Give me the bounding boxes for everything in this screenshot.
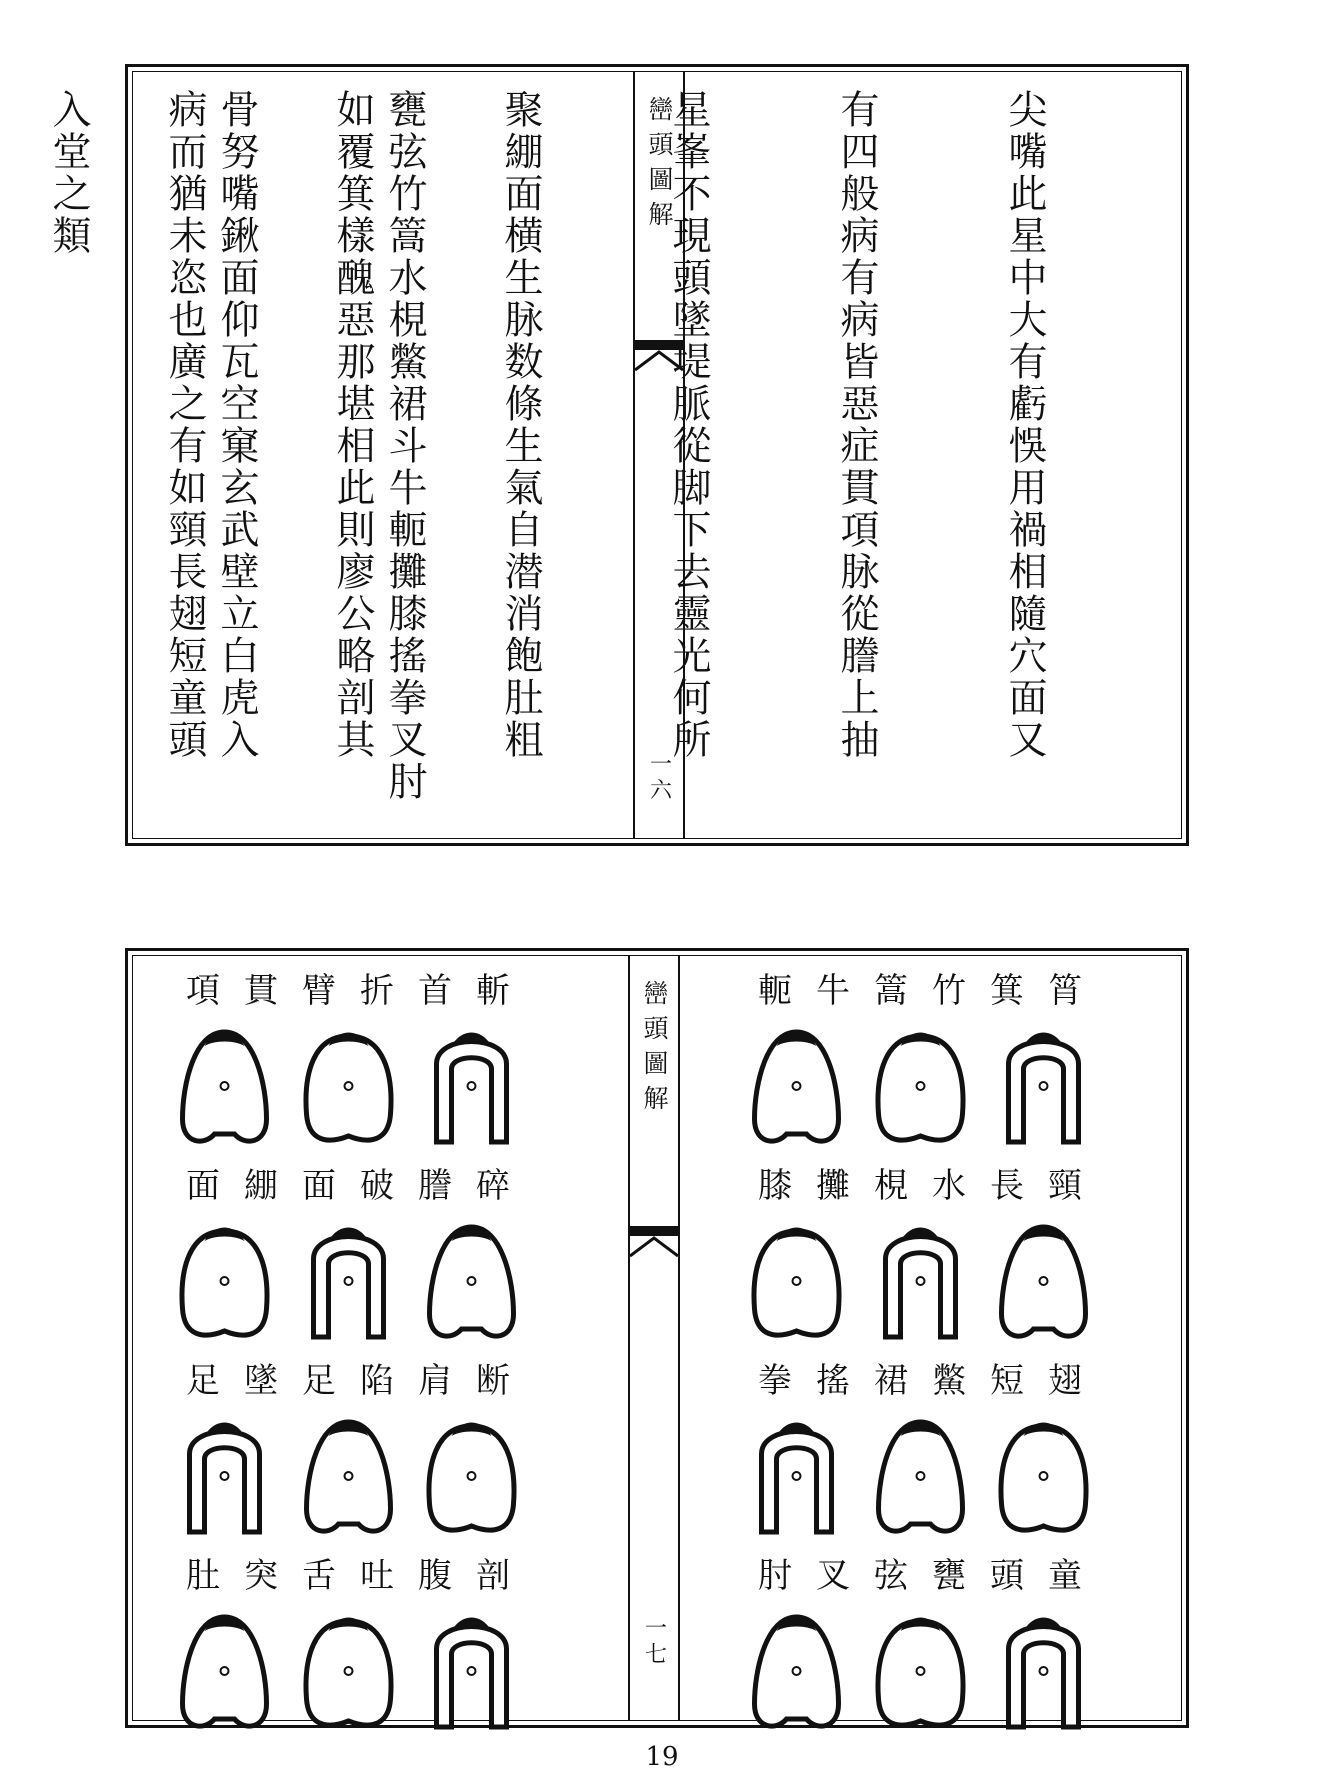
figure-label: 翅 [1048,1361,1082,1401]
page-number: 19 [645,1742,679,1772]
mountain-form-icon [744,1219,849,1349]
mountain-form-icon [172,1609,277,1739]
figure-label: 長 [990,1166,1024,1206]
figure-label: 肘 [758,1556,792,1596]
figure-label: 剖 [476,1556,510,1596]
mountain-form-icon [868,1219,973,1349]
figure-label: 首 [418,971,452,1011]
text-column: 尖嘴此星中大有虧悞用禍相隨穴面又 [1002,89,1047,761]
figure-label: 突 [244,1556,278,1596]
text-column: 入堂之類 [46,89,91,257]
text-column: 甕弦竹篙水梘鱉裙斗牛軛攤膝搖拳叉肘 [382,89,427,803]
mountain-form-icon [172,1219,277,1349]
figure-label: 折 [360,971,394,1011]
mountain-form-icon [419,1024,524,1154]
figure-label: 謄 [418,1166,452,1206]
figure-drawing-row [740,1599,1100,1749]
figure-label: 搖 [816,1361,850,1401]
right-figure-grid [740,969,1140,1749]
figure-drawing-row [168,1404,528,1554]
bottom-spread-frame [125,948,1189,1728]
figure-label-row [168,1164,528,1209]
mountain-form-icon [419,1609,524,1739]
figure-label: 拳 [758,1361,792,1401]
spine-page-number: 一六 [646,752,672,804]
figure-label: 叉 [816,1556,850,1596]
spine-page-number: 一七 [641,1616,667,1668]
mountain-form-icon [991,1414,1096,1544]
spine-title: 巒頭圖解 [640,980,669,1120]
figure-drawing-row [168,1209,528,1359]
figure-drawing-row [168,1014,528,1164]
figure-label: 面 [302,1166,336,1206]
figure-label: 斬 [476,971,510,1011]
figure-label: 膝 [758,1166,792,1206]
figure-label: 面 [186,1166,220,1206]
figure-label: 綳 [244,1166,278,1206]
figure-label: 頸 [1048,1166,1082,1206]
mountain-form-icon [868,1609,973,1739]
figure-label-row [740,1554,1100,1599]
figure-label-row [740,1359,1100,1404]
figure-label: 篙 [874,971,908,1011]
mountain-form-icon [296,1024,401,1154]
mountain-form-icon [991,1024,1096,1154]
left-figure-grid [168,969,568,1749]
figure-label: 肚 [186,1556,220,1596]
figure-label: 弦 [874,1556,908,1596]
text-column: 骨努嘴鍬面仰瓦空窠玄武壁立白虎入 [214,89,259,761]
mountain-form-icon [296,1609,401,1739]
figure-label-row [168,1359,528,1404]
text-column: 星峯不現頭墜堤脈從脚下去靈光何所 [666,89,711,761]
mountain-form-icon [172,1414,277,1544]
figure-drawing-row [740,1209,1100,1359]
mountain-form-icon [868,1024,973,1154]
figure-drawing-row [740,1404,1100,1554]
text-column: 病而猶未恣也廣之有如頸長翅短童頭 [162,89,207,761]
text-column: 有四般病有病皆惡症貫項脉從謄上抽 [834,89,879,761]
figure-label: 碎 [476,1166,510,1206]
figure-label: 墜 [244,1361,278,1401]
mountain-form-icon [419,1414,524,1544]
spine-title: 巒頭圖解 [645,96,674,236]
figure-label: 牛 [816,971,850,1011]
figure-label: 吐 [360,1556,394,1596]
figure-label: 短 [990,1361,1024,1401]
mountain-form-icon [419,1219,524,1349]
figure-label: 梘 [874,1166,908,1206]
figure-label: 腹 [418,1556,452,1596]
mountain-form-icon [744,1609,849,1739]
figure-label: 攤 [816,1166,850,1206]
spine-ornament-icon [630,1226,678,1266]
figure-label: 甕 [932,1556,966,1596]
figure-label: 軛 [758,971,792,1011]
figure-label: 貫 [244,971,278,1011]
figure-label: 足 [186,1361,220,1401]
figure-label-row [740,969,1100,1014]
figure-label: 項 [186,971,220,1011]
figure-label: 臂 [302,971,336,1011]
figure-label: 破 [360,1166,394,1206]
figure-label: 舌 [302,1556,336,1596]
mountain-form-icon [296,1219,401,1349]
center-spine [628,956,680,1720]
mountain-form-icon [744,1414,849,1544]
figure-label: 陷 [360,1361,394,1401]
mountain-form-icon [991,1219,1096,1349]
mountain-form-icon [991,1609,1096,1739]
figure-label: 童 [1048,1556,1082,1596]
mountain-form-icon [172,1024,277,1154]
mountain-form-icon [296,1414,401,1544]
figure-label: 箕 [990,971,1024,1011]
figure-label: 足 [302,1361,336,1401]
text-column: 聚綳面横生脉数條生氣自潜消飽肚粗 [498,89,543,761]
figure-label: 肩 [418,1361,452,1401]
figure-drawing-row [740,1014,1100,1164]
figure-label: 裙 [874,1361,908,1401]
figure-label: 竹 [932,971,966,1011]
figure-label-row [740,1164,1100,1209]
figure-label-row [168,1554,528,1599]
top-spread-frame [46,64,1189,846]
text-column: 如覆箕樣醜惡那堪相此則廖公略剖其 [330,89,375,761]
figure-label: 水 [932,1166,966,1206]
figure-label: 鱉 [932,1361,966,1401]
figure-drawing-row [168,1599,528,1749]
figure-label: 断 [476,1361,510,1401]
mountain-form-icon [868,1414,973,1544]
figure-label: 頭 [990,1556,1024,1596]
figure-label: 筲 [1048,971,1082,1011]
mountain-form-icon [744,1024,849,1154]
figure-label-row [168,969,528,1014]
